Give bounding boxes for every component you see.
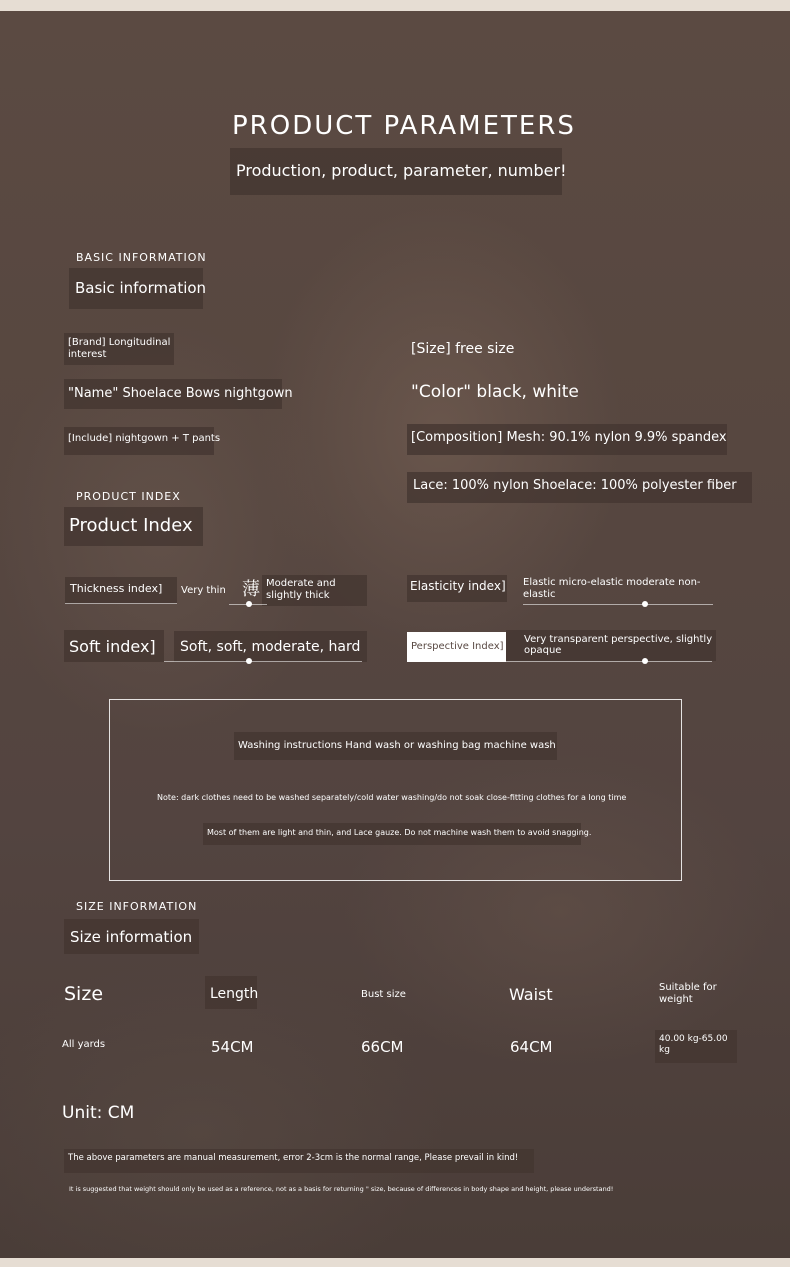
washing-title: Washing instructions Hand wash or washing bag machine wash: [238, 740, 556, 751]
thickness-level-marker: [246, 601, 252, 607]
soft-scale-line: [164, 661, 362, 662]
thickness-low-label: Very thin: [181, 585, 226, 596]
footnote-measurement: The above parameters are manual measurement, error 2-3cm is the normal range, Please prevail in kind!: [68, 1153, 519, 1163]
size-header-size: Size: [64, 983, 104, 1005]
lace-text: Lace: 100% nylon Shoelace: 100% polyester fiber: [413, 478, 737, 493]
elasticity-scale-line: [523, 604, 713, 605]
size-cell-weight: 40.00 kg-65.00 kg: [659, 1034, 728, 1055]
size-header-waist: Waist: [509, 985, 553, 1004]
size-header-bust: Bust size: [361, 989, 406, 1000]
footnote-weight: It is suggested that weight should only be used as a reference, not as a basis for returning " size, because of differences in body shape and height, please understand!: [69, 1185, 614, 1193]
size-header-length: Length: [210, 986, 259, 1002]
elasticity-scale-text: Elastic micro-elastic moderate non-elastic: [523, 577, 701, 600]
washing-note2: Most of them are light and thin, and Lace gauze. Do not machine wash them to avoid snagging.: [207, 828, 592, 837]
thickness-label-underline: [65, 603, 177, 604]
perspective-scale-text: Very transparent perspective, slightly opaque: [524, 634, 713, 656]
elasticity-level-marker: [642, 601, 648, 607]
color-text: "Color" black, white: [411, 382, 579, 402]
page-subtitle: Production, product, parameter, number!: [236, 161, 567, 180]
thickness-label: Thickness index]: [70, 582, 163, 595]
product-parameters-panel: [0, 11, 790, 1258]
basic-info-title: Basic information: [75, 279, 207, 297]
washing-note: Note: dark clothes need to be washed separately/cold water washing/do not soak close-fitting clothes for a long time: [157, 793, 627, 802]
elasticity-label: Elasticity index]: [410, 579, 506, 593]
product-index-title: Product Index: [69, 515, 193, 536]
size-header-weight: Suitable for weight: [659, 982, 717, 1005]
product-index-caption: PRODUCT INDEX: [76, 490, 181, 503]
composition-text: [Composition] Mesh: 90.1% nylon 9.9% spandex: [411, 430, 727, 445]
size-cell-length: 54CM: [211, 1038, 254, 1056]
name-text: "Name" Shoelace Bows nightgown: [68, 386, 293, 401]
include-text: [Include] nightgown + T pants: [68, 433, 221, 444]
unit-label: Unit: CM: [62, 1103, 135, 1123]
size-info-caption: SIZE INFORMATION: [76, 900, 198, 913]
washing-instructions-frame: [109, 699, 682, 881]
page-title: PRODUCT PARAMETERS: [232, 111, 576, 141]
brand-text: [Brand] Longitudinal interest: [68, 337, 171, 360]
size-text: [Size] free size: [411, 341, 515, 357]
basic-info-caption: BASIC INFORMATION: [76, 251, 207, 264]
perspective-level-marker: [642, 658, 648, 664]
size-info-title: Size information: [70, 928, 193, 946]
soft-level-marker: [246, 658, 252, 664]
size-cell-size: All yards: [62, 1039, 106, 1050]
perspective-label: Perspective Index]: [411, 641, 504, 652]
size-cell-waist: 64CM: [510, 1038, 553, 1056]
soft-label: Soft index]: [69, 637, 156, 656]
soft-scale-text: Soft, soft, moderate, hard: [180, 639, 361, 655]
perspective-scale-line: [506, 661, 712, 662]
thickness-high-label: Moderate and slightly thick: [266, 578, 336, 601]
size-cell-bust: 66CM: [361, 1038, 404, 1056]
thickness-mark-glyph: 薄: [242, 579, 260, 600]
